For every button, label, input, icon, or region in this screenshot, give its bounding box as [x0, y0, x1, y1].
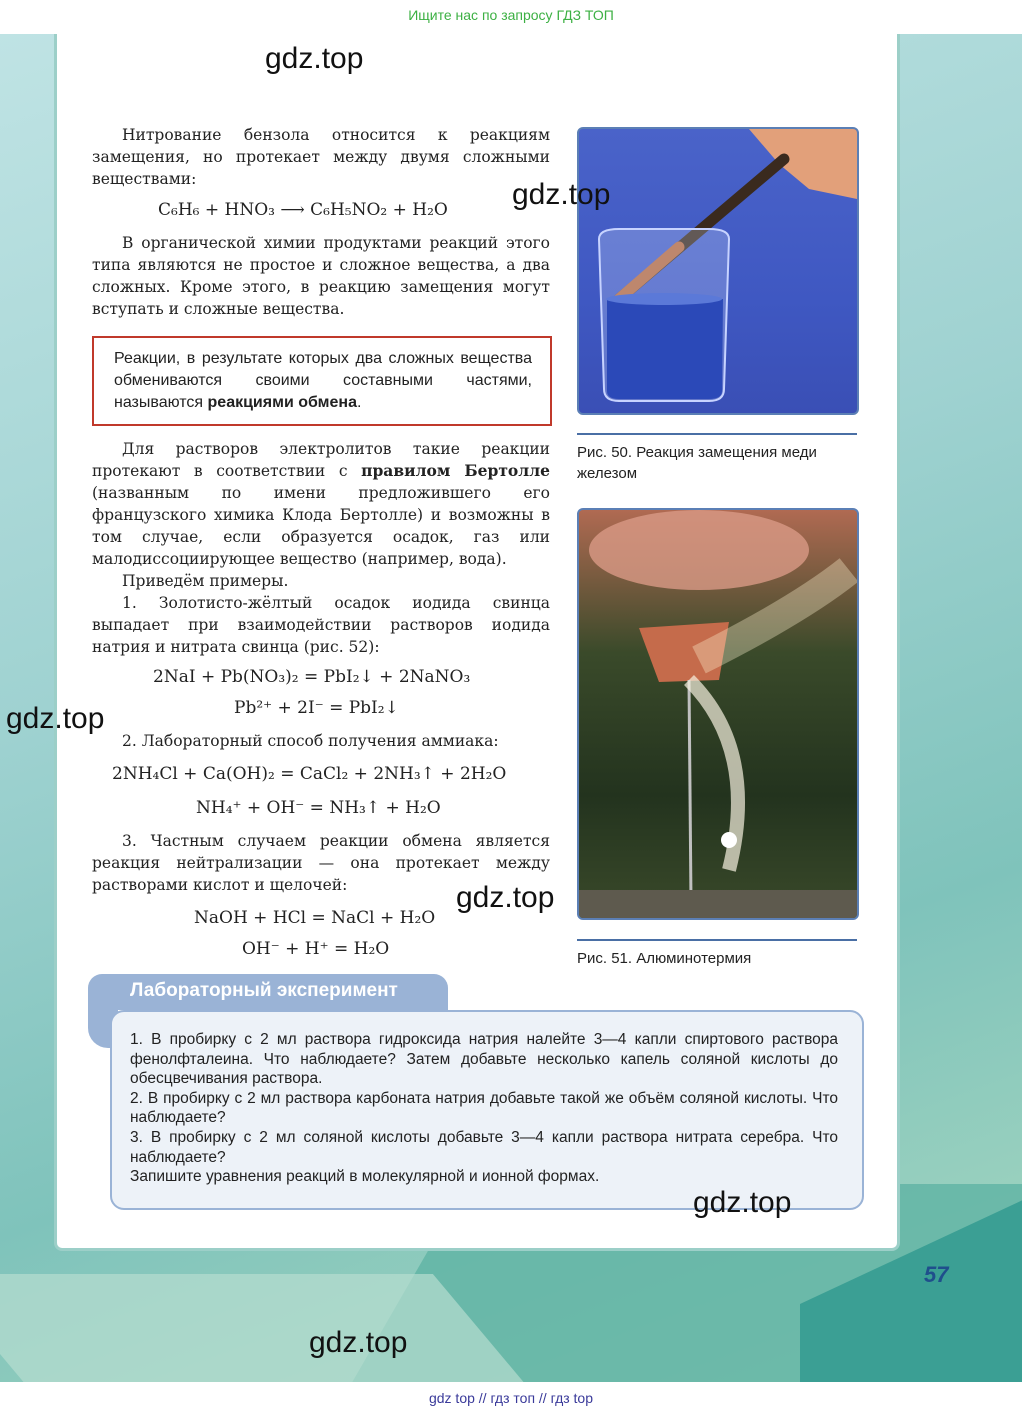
watermark: gdz.top: [456, 881, 555, 914]
text-p3-start: Для растворов электролитов такие реакции протекают в соответствии с: [92, 440, 550, 480]
beaker-illustration: [579, 129, 857, 413]
text-p3-bold: правилом Бертолле: [361, 461, 550, 480]
definition-box: [92, 336, 552, 426]
paragraph-nitration: [92, 124, 550, 190]
text-p6: 2. Лабораторный способ получения аммиака:: [122, 732, 499, 750]
text-p3: [92, 438, 550, 570]
text-p1: Нитрование бензола относится к реакциям замещения, но протекает между двумя сложными веществами:: [92, 126, 550, 188]
equation-ammonia-ionic: NH₄⁺ + OH⁻ = NH₃↑ + H₂O: [196, 798, 441, 818]
figure-50-photo: [577, 127, 859, 415]
text-p5: 1. Золотисто-жёлтый осадок иодида свинца выпадает при взаимодействии растворов иодида натрия и нитрата свинца (рис. 52):: [92, 594, 550, 656]
figure-51-photo: [577, 508, 859, 920]
text-p2: В органической химии продуктами реакций этого типа являются не простое и сложное вещества, а два сложных. Кроме этого, в реакцию замещения могут вступать и сложные вещества.: [92, 234, 550, 318]
figure-50-caption: Рис. 50. Реакция замещения меди железом: [577, 444, 817, 482]
equation-lead-iodide-molecular: 2NaI + Pb(NO₃)₂ = PbI₂↓ + 2NaNO₃: [153, 667, 471, 687]
paragraph-organic: [92, 232, 550, 320]
definition-text: Реакции, в результате которых два сложных вещества обмениваются своими составными частями, называются: [114, 350, 532, 411]
aluminothermy-illustration: [579, 510, 857, 918]
caption-rule: [577, 433, 857, 435]
page-number: 57: [924, 1262, 949, 1287]
equation-lead-iodide-ionic: Pb²⁺ + 2I⁻ = PbI₂↓: [234, 698, 399, 718]
lab-item: 2. В пробирку с 2 мл раствора карбоната натрия добавьте такой же объём соляной кислоты. Что наблюдаете?: [130, 1089, 838, 1127]
footer-links[interactable]: gdz top // гдз топ // гдз top: [0, 1382, 1022, 1416]
paragraph-ammonia: [92, 730, 550, 752]
definition-term: реакциями обмена: [207, 394, 357, 411]
text-p4: Приведём примеры.: [122, 572, 289, 590]
lab-instructions: [130, 1030, 838, 1187]
lab-item: 1. В пробирку с 2 мл раствора гидроксида натрия налейте 3—4 капли спиртового раствора фенолфталеина. Что наблюдаете? Затем добавьте несколько капель соляной кислоты до обесцвечивания раствора.: [130, 1031, 838, 1088]
text-p7: 3. Частным случаем реакции обмена является реакция нейтрализации — она протекает между растворами кислот и щелочей:: [92, 832, 550, 894]
definition-end: .: [356, 394, 362, 411]
caption-rule: [577, 939, 857, 941]
lab-item: 3. В пробирку с 2 мл соляной кислоты добавьте 3—4 капли раствора нитрата серебра. Что наблюдаете?: [130, 1128, 838, 1166]
text-p3-end: (названным по имени предложившего его французского химика Клода Бертолле) и возможны в том случае, если образуется осадок, газ или малодиссоциирующее вещество (например, вода).: [92, 484, 550, 568]
lab-item: Запишите уравнения реакций в молекулярной и ионной формах.: [130, 1168, 600, 1186]
paragraph-berthollet: [92, 438, 550, 658]
watermark: gdz.top: [693, 1186, 792, 1219]
equation-ammonia-molecular: 2NH₄Cl + Ca(OH)₂ = CaCl₂ + 2NH₃↑ + 2H₂O: [112, 764, 507, 784]
watermark: gdz.top: [309, 1326, 408, 1359]
watermark: gdz.top: [265, 42, 364, 75]
equation-neutralization-molecular: NaOH + HCl = NaCl + H₂O: [194, 908, 436, 928]
equation-nitration: C₆H₆ + HNO₃ ⟶ C₆H₅NO₂ + H₂O: [158, 200, 448, 220]
watermark: gdz.top: [512, 178, 611, 211]
figure-51-caption: Рис. 51. Алюминотермия: [577, 950, 752, 967]
watermark: gdz.top: [6, 702, 105, 735]
top-banner: Ищите нас по запросу ГДЗ ТОП: [0, 0, 1022, 34]
equation-neutralization-ionic: OH⁻ + H⁺ = H₂O: [242, 939, 390, 959]
lab-title: Лабораторный эксперимент: [130, 980, 398, 1001]
